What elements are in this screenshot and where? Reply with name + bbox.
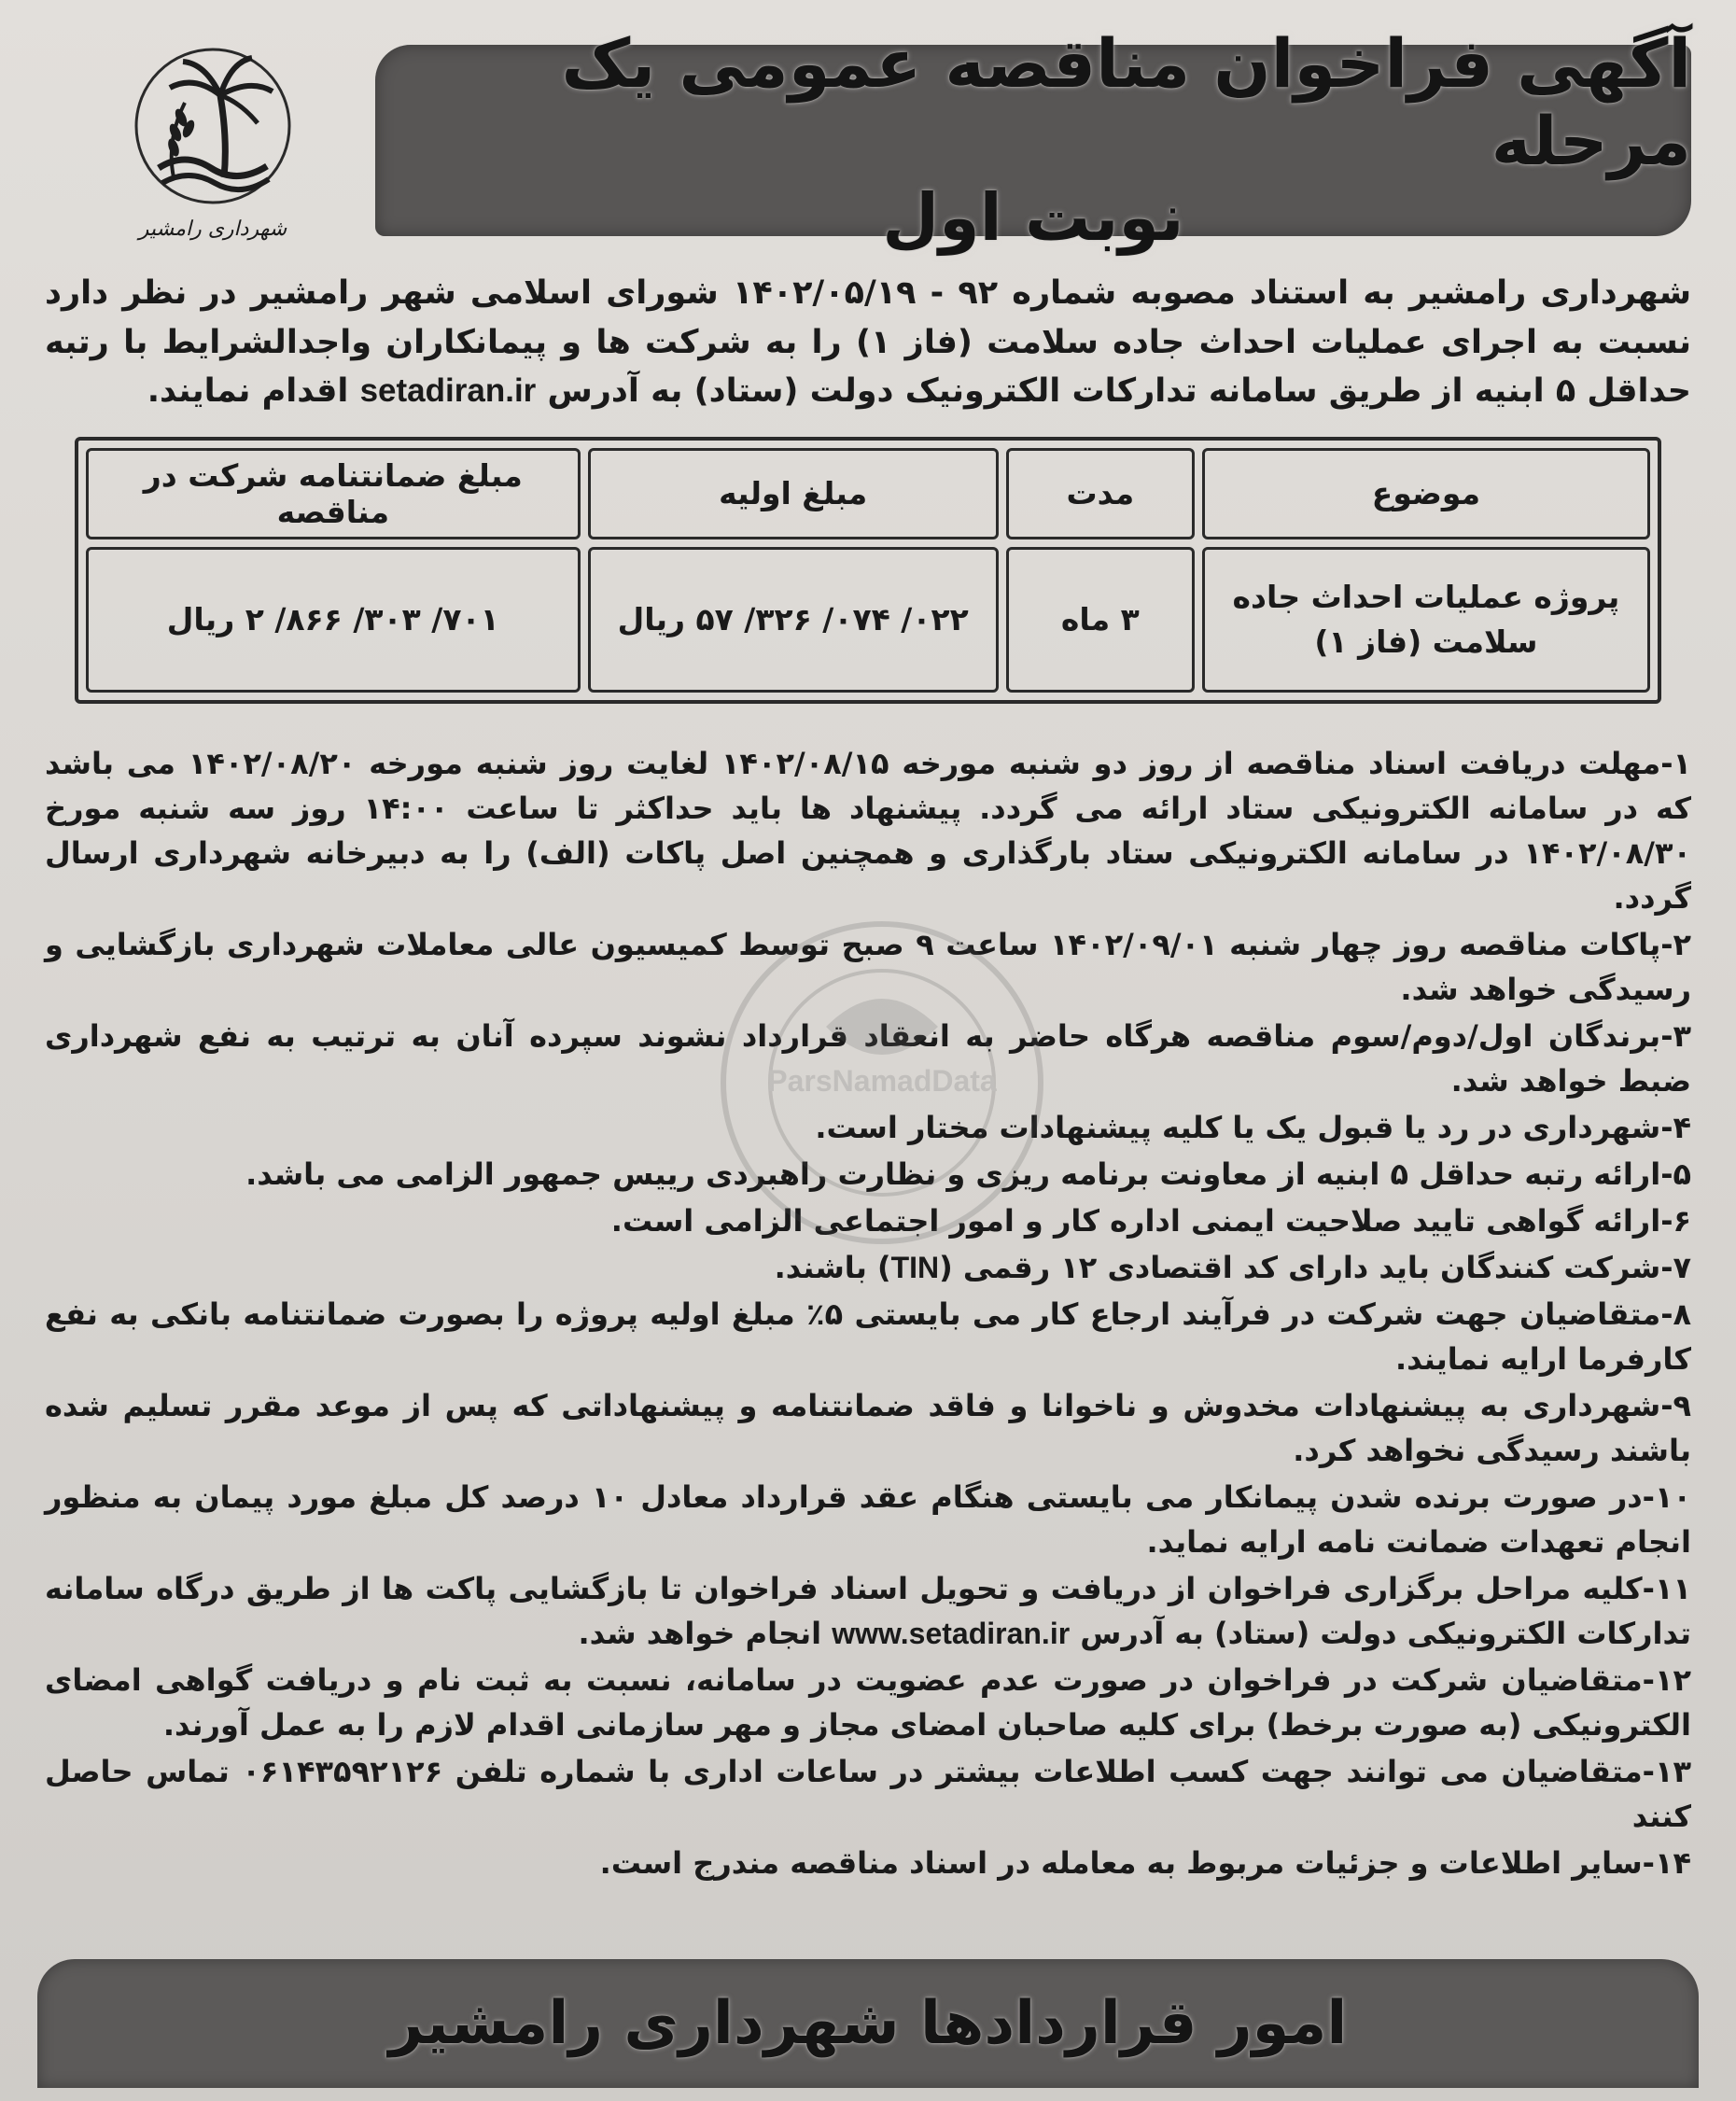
- latin-text: www.setadiran.ir: [832, 1616, 1071, 1650]
- list-item: ۱۳-متقاضیان می توانند جهت کسب اطلاعات بیشتر در ساعات اداری با شماره تلفن ۰۶۱۴۳۵۹۲۱۲۶ تماس حاصل کنند: [45, 1753, 1692, 1834]
- header: [45, 24, 1691, 257]
- cell-initial-amount: ۰۲۲/ ۰۷۴/ ۳۲۶/ ۵۷ ریال: [588, 547, 999, 693]
- palm-tree-wheat-waves-logo-icon: [101, 37, 325, 215]
- list-item: ۱۲-متقاضیان شرکت در فراخوان در صورت عدم عضویت در سامانه، نسبت به ثبت نام و دریافت گواهی امضای الکترونیکی (به صورت برخط) برای کلیه صاحبان امضای مجاز و مهر سازمانی اقدام لازم را به عمل آورند.: [45, 1661, 1691, 1743]
- header-subject: موضوع: [1202, 448, 1650, 539]
- list-item: ۸-متقاضیان جهت شرکت در فرآیند ارجاع کار می بایستی ۵٪ مبلغ اولیه پروژه را بصورت ضمانتنامه بانکی به نفع کارفرما ارایه نمایند.: [45, 1296, 1691, 1377]
- list-item: ۱۱-کلیه مراحل برگزاری فراخوان از دریافت و تحویل اسناد فراخوان تا بازگشایی پاکت ها از طریق درگاه سامانه تدارکات الکترونیکی دولت (ستاد) به آدرس www.setadiran.ir انجام خواهد شد.: [45, 1570, 1691, 1651]
- municipality-logo: [101, 37, 325, 243]
- intro-text: شهرداری رامشیر به استناد مصوبه شماره ۹۲ - ۱۴۰۲/۰۵/۱۹ شورای اسلامی شهر رامشیر در نظر دارد نسبت به اجرای عملیات احداث جاده سلامت (فاز ۱) را به شرکت ها و پیمانکاران واجدالشرایط با رتبه حداقل ۵ ابنیه از طریق سامانه تدارکات الکترونیک دولت (ستاد) به آدرس: [45, 274, 1691, 410]
- header-duration: مدت: [1006, 448, 1195, 539]
- header-initial-amount: مبلغ اولیه: [588, 448, 999, 539]
- cell-duration: ۳ ماه: [1006, 547, 1195, 693]
- latin-text: TIN: [890, 1250, 940, 1284]
- header-guarantee: مبلغ ضمانتنامه شرکت در مناقصه: [86, 448, 581, 539]
- page-title: آگهی فراخوان مناقصه عمومی یک مرحله: [561, 24, 1691, 181]
- list-item: ۱۰-در صورت برنده شدن پیمانکار می بایستی هنگام عقد قرارداد معادل ۱۰ درصد کل مبلغ مورد پیمان به منظور انجام تعهدات ضمانت نامه ارایه نماید.: [45, 1478, 1692, 1560]
- list-item: ۴-شهرداری در رد یا قبول یک یا کلیه پیشنهادات مختار است.: [815, 1109, 1691, 1145]
- watermark-text: ParsNamadData: [767, 1064, 997, 1098]
- title-banner: [375, 24, 1691, 257]
- intro-url: setadiran.ir: [359, 372, 537, 409]
- list-item: ۶-ارائه گواهی تایید صلاحیت ایمنی اداره کار و امور اجتماعی الزامی است.: [610, 1202, 1691, 1239]
- cell-subject: پروژه عملیات احداث جاده سلامت (فاز ۱): [1202, 547, 1650, 693]
- list-item: ۵-ارائه رتبه حداقل ۵ ابنیه از معاونت برنامه ریزی و نظارت راهبردی رییس جمهور الزامی می باشد.: [245, 1156, 1691, 1192]
- list-item: ۷-شرکت کنندگان باید دارای کد اقتصادی ۱۲ رقمی (TIN) باشند.: [774, 1249, 1691, 1285]
- tender-table: [75, 437, 1661, 704]
- list-item: ۹-شهرداری به پیشنهادات مخدوش و ناخوانا و فاقد ضمانتنامه و پیشنهاداتی که پس از موعد مقرر تسلیم شده باشند رسیدگی نخواهد کرد.: [45, 1387, 1691, 1468]
- table-row: [86, 547, 1650, 693]
- table-header-row: [86, 448, 1650, 539]
- footer-banner: [37, 1959, 1699, 2088]
- page-subtitle: نوبت اول: [882, 179, 1184, 257]
- list-item: ۲-پاکات مناقصه روز چهار شنبه ۱۴۰۲/۰۹/۰۱ ساعت ۹ صبح توسط کمیسیون عالی معاملات شهرداری بازگشایی و رسیدگی خواهد شد.: [45, 926, 1692, 1007]
- footer-signature: امور قراردادها شهرداری رامشیر: [388, 1989, 1348, 2058]
- intro-text-end: اقدام نمایند.: [147, 372, 349, 410]
- conditions-list: [45, 741, 1691, 1885]
- list-item: ۳-برندگان اول/دوم/سوم مناقصه هرگاه حاضر به انعقاد قرارداد نشوند سپرده آنان به ترتیب به نفع شهرداری ضبط خواهد شد.: [45, 1017, 1691, 1099]
- list-item: ۱-مهلت دریافت اسناد مناقصه از روز دو شنبه مورخه ۱۴۰۲/۰۸/۱۵ لغایت روز شنبه مورخه ۱۴۰۲/۰۸/۲۰ می باشد که در سامانه الکترونیکی ستاد ارائه می گردد. پیشنهاد ها باید حداکثر تا ساعت ۱۴:۰۰ روز سه شنبه مورخ ۱۴۰۲/۰۸/۳۰ در سامانه الکترونیکی ستاد بارگذاری و همچنین اصل پاکات (الف) را به دبیرخانه شهرداری ارسال گردد.: [45, 745, 1692, 916]
- intro-paragraph: [45, 269, 1691, 416]
- logo-caption: شهرداری رامشیر: [138, 217, 287, 241]
- list-item: ۱۴-سایر اطلاعات و جزئیات مربوط به معامله در اسناد مناقصه مندرج است.: [599, 1844, 1691, 1881]
- cell-guarantee: ۷۰۱/ ۳۰۳/ ۸۶۶/ ۲ ریال: [86, 547, 581, 693]
